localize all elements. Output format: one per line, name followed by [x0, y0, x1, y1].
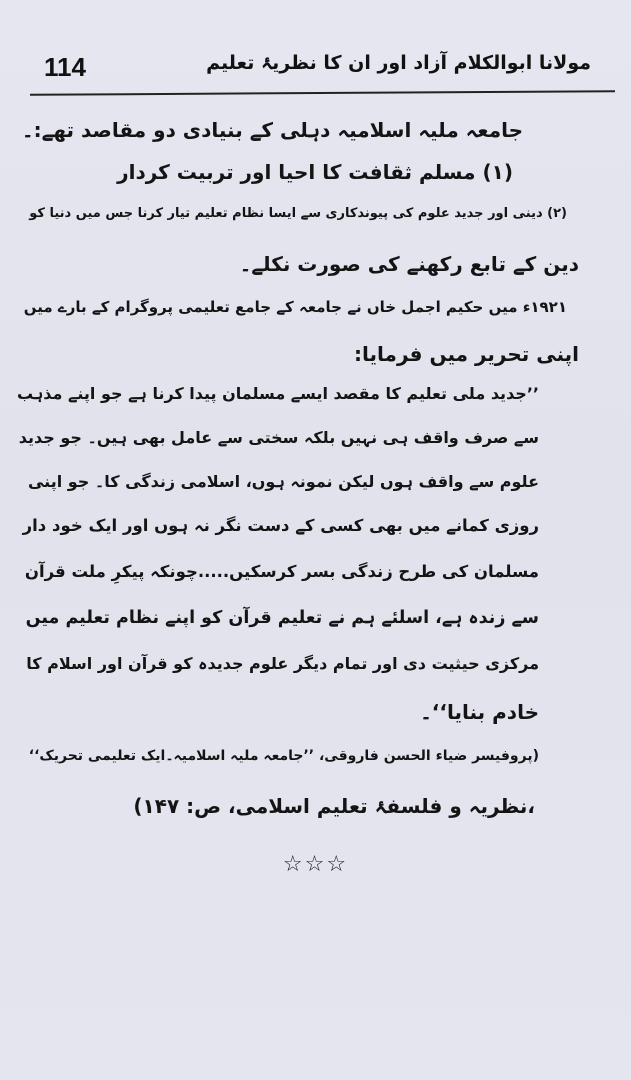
quote-line-3: علوم سے واقف ہوں لیکن نمونہ ہوں، اسلامی زندگی کا۔ جو اپنی: [27, 472, 539, 491]
quote-line-8: خادم بنایا‘‘۔: [420, 700, 539, 724]
header-rule: [30, 90, 615, 96]
intro-heading: جامعہ ملیہ اسلامیہ دہلی کے بنیادی دو مقاصد تھے:۔: [21, 118, 523, 142]
quote-line-2: سے صرف واقف ہی نہیں بلکہ سختی سے عامل بھی ہیں۔ جو جدید: [18, 428, 539, 447]
citation-line-1: (پروفیسر ضیاء الحسن فاروقی، ’’جامعہ ملیہ اسلامیہ۔ایک تعلیمی تحریک‘‘: [28, 748, 539, 764]
quote-line-5: مسلمان کی طرح زندگی بسر کرسکیں.....چونکہ پیکرِ ملت قرآن: [24, 562, 539, 581]
quote-line-4: روزی کمانے میں بھی کسی کے دست نگر نہ ہوں اور ایک خود دار: [22, 516, 539, 535]
point-2-line-1: (۲) دینی اور جدید علوم کی پیوندکاری سے ایسا نظام تعلیم تیار کرنا جس میں دنیا کو: [29, 206, 567, 221]
point-1: (۱) مسلم ثقافت کا احیا اور تربیت کردار: [117, 160, 513, 184]
quote-line-7: مرکزی حیثیت دی اور تمام دیگر علوم جدیدہ کو قرآن اور اسلام کا: [26, 654, 539, 673]
running-header: مولانا ابوالکلام آزاد اور ان کا نظریۂ تعلیم: [206, 52, 591, 74]
quote-line-1: ’’جدید ملی تعلیم کا مقصد ایسے مسلمان پیدا کرنا ہے جو اپنے مذہب: [16, 384, 539, 403]
paragraph-line-1: ۱۹۲۱ء میں حکیم اجمل خاں نے جامعہ کے جامع تعلیمی پروگرام کے بارے میں: [23, 298, 567, 316]
quote-line-6: سے زندہ ہے، اسلئے ہم نے تعلیم قرآن کو اپنے نظام تعلیم میں: [25, 608, 539, 628]
point-2-line-2: دین کے تابع رکھنے کی صورت نکلے۔: [239, 252, 579, 276]
page-number: 114: [44, 52, 86, 82]
citation-line-2: ،نظریہ و فلسفۂ تعلیم اسلامی، ص: ۱۴۷): [133, 794, 535, 818]
stars-ornament: ☆☆☆: [282, 852, 349, 877]
paragraph-line-2: اپنی تحریر میں فرمایا:: [354, 342, 579, 366]
